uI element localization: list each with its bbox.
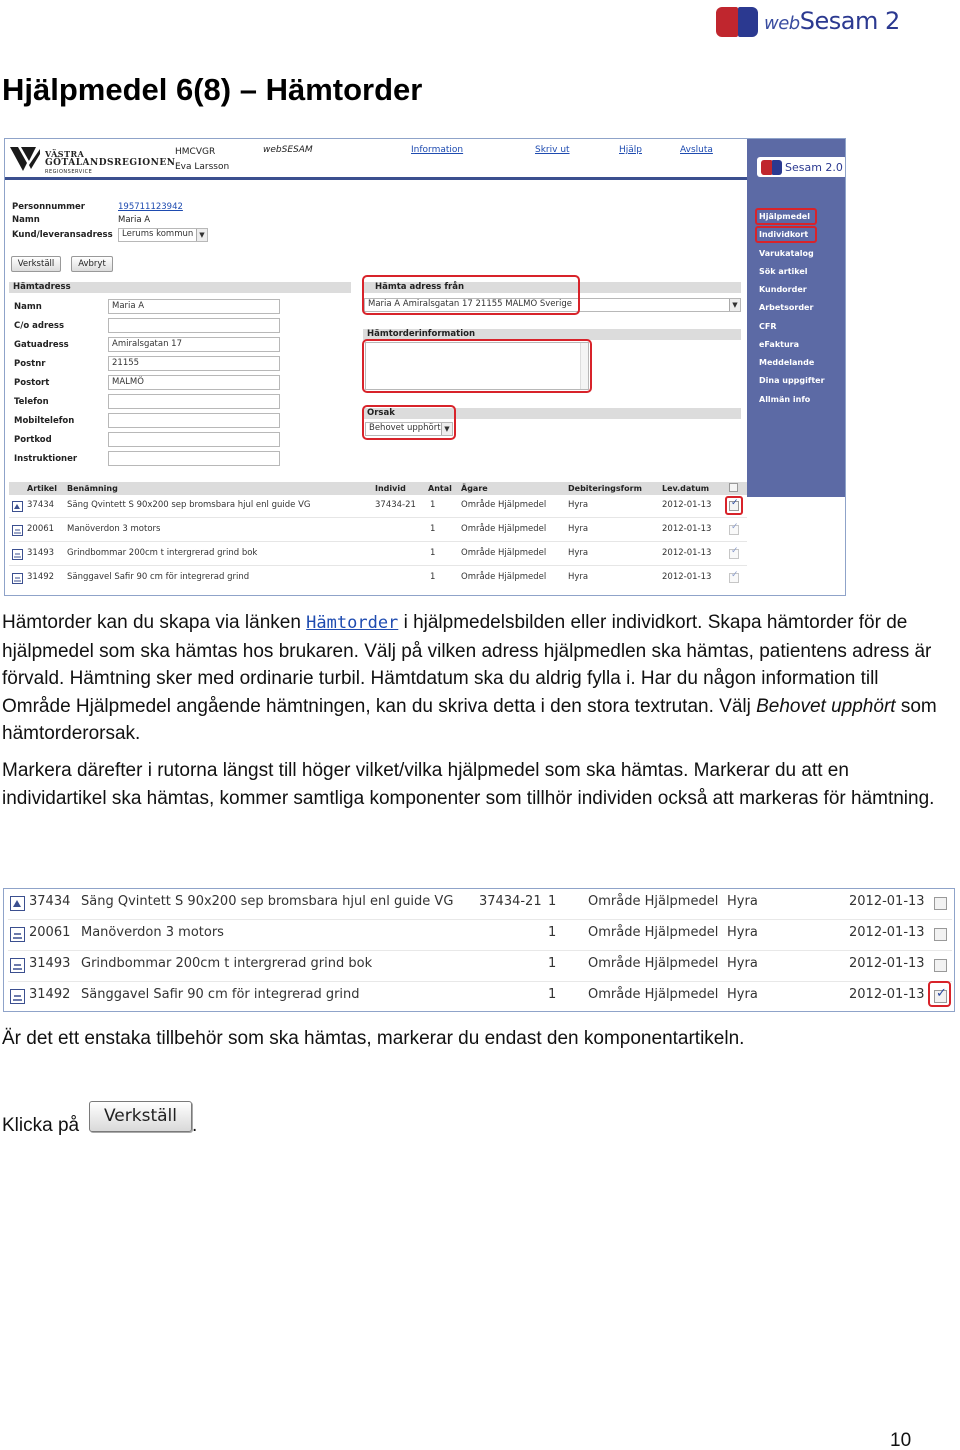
side-item-meddelande[interactable]: Meddelande [759,358,815,367]
side-item-varukatalog[interactable]: Varukatalog [759,249,814,258]
highlight-hamtorderinfo [362,339,592,393]
row3-datum: 2012-01-13 [662,548,712,558]
label-mobiltelefon: Mobiltelefon [14,416,75,426]
row-divider [8,950,952,951]
nav-link-help[interactable]: Hjälp [619,145,642,155]
row1-debit: Hyra [568,500,589,510]
kund-select[interactable] [118,228,208,242]
enlarged-table-screenshot [3,888,955,1012]
section-hamtorderinfo: Hämtorderinformation [363,329,741,340]
vgr-logo [9,143,176,177]
big-row4-agare: Område Hjälpmedel [588,987,719,1002]
avbryt-button[interactable]: Avbryt [71,256,113,272]
vgr-logo-icon [9,145,41,173]
big-row2-benamning: Manöverdon 3 motors [81,925,224,940]
row2-debit: Hyra [568,524,589,534]
row-divider [9,541,747,542]
highlight-hamta-fran [362,275,580,315]
big-row1-individ: 37434-21 [479,894,542,909]
nav-link-print[interactable]: Skriv ut [535,145,570,155]
side-item-cfr[interactable]: CFR [759,322,777,331]
col-artikel: Artikel [27,484,57,493]
row4-antal: 1 [430,572,436,582]
big-row2-datum: 2012-01-13 [849,925,925,940]
row1-antal: 1 [430,500,436,510]
page-number: 10 [890,1430,912,1450]
klicka-text: Klicka på [2,1115,80,1136]
big-row1-benamning: Säng Qvintett S 90x200 sep bromsbara hjul enl guide VG [81,894,454,909]
component-icon [10,927,25,942]
gatuadress-input[interactable]: Amiralsgatan 17 [108,337,280,352]
row2-antal: 1 [430,524,436,534]
sesam-logo-icon [716,5,760,37]
component-icon [10,989,25,1004]
big-row1-checkbox[interactable] [934,897,947,910]
row3-benamning: Grindbommar 200cm t intergrerad grind bok [67,548,258,558]
app-header [5,139,747,179]
big-row1-artikel[interactable]: 37434 [29,894,71,909]
side-item-kundorder[interactable]: Kundorder [759,285,807,294]
big-row1-datum: 2012-01-13 [849,894,925,909]
side-logo-text: Sesam 2.0 [785,160,843,174]
big-row4-antal: 1 [548,987,557,1002]
hamta-fran-value: Maria A Amiralsgatan 17 21155 MALMO Sverige [368,299,573,309]
label-co-adress: C/o adress [14,321,65,331]
page-title: Hjälpmedel 6(8) – Hämtorder [2,72,423,107]
side-item-efaktura[interactable]: eFaktura [759,340,800,349]
para1-text-1: Hämtorder kan du skapa via länken [2,612,307,633]
para1-emphasis: Behovet upphört [756,695,896,717]
big-row2-agare: Område Hjälpmedel [588,925,719,940]
big-row3-antal: 1 [548,956,557,971]
addr-namn-input[interactable]: Maria A [108,299,280,314]
col-individ: Individ [375,484,406,493]
verkstall-button[interactable]: Verkställ [11,256,61,272]
telefon-input[interactable] [108,394,280,409]
org-line-2: GÖTALANDSREGIONEN [45,158,176,168]
row2-checkbox[interactable] [729,525,739,535]
side-item-allman-info[interactable]: Allmän info [759,395,811,404]
orsak-value: Behovet upphört [369,423,441,433]
big-row3-benamning: Grindbommar 200cm t intergrerad grind bok [81,956,373,971]
nav-link-logout[interactable]: Avsluta [680,145,713,155]
big-row4-debit: Hyra [727,987,758,1002]
highlight-individkort [755,226,817,243]
postnr-input[interactable]: 21155 [108,356,280,371]
nav-link-information[interactable]: Information [411,145,464,155]
user-info [175,145,229,175]
big-row1-antal: 1 [548,894,557,909]
row-divider [9,565,747,566]
big-row3-datum: 2012-01-13 [849,956,925,971]
side-item-arbetsorder[interactable]: Arbetsorder [759,303,814,312]
label-telefon: Telefon [14,397,49,407]
component-icon [10,958,25,973]
row1-datum: 2012-01-13 [662,500,712,510]
row3-artikel[interactable]: 31493 [27,548,55,558]
big-row4-benamning: Sänggavel Safir 90 cm för integrerad grind [81,987,360,1002]
col-agare: Ägare [461,484,488,493]
big-row2-antal: 1 [548,925,557,940]
row3-agare: Område Hjälpmedel [461,548,547,558]
side-menu [747,139,846,497]
user-name: Eva Larsson [175,162,230,172]
individ-icon [12,501,23,512]
row4-agare: Område Hjälpmedel [461,572,547,582]
side-item-hjalpmedel[interactable]: Hjälpmedel [759,212,810,221]
row1-agare: Område Hjälpmedel [461,500,547,510]
label-instruktioner: Instruktioner [14,454,78,464]
big-row3-checkbox[interactable] [934,959,947,972]
component-icon [12,549,23,560]
side-item-dina-uppgifter[interactable]: Dina uppgifter [759,376,825,385]
row4-debit: Hyra [568,572,589,582]
big-row3-artikel[interactable]: 31493 [29,956,71,971]
big-row1-debit: Hyra [727,894,758,909]
big-row3-debit: Hyra [727,956,758,971]
side-item-sok-artikel[interactable]: Sök artikel [759,267,808,276]
row-divider [9,517,747,518]
label-postnr: Postnr [14,359,46,369]
side-item-individkort[interactable]: Individkort [759,230,809,239]
label-postort: Postort [14,378,50,388]
highlight-row1-checkbox [725,496,743,515]
chevron-down-icon: ▼ [441,423,452,436]
brand-text [764,7,900,35]
highlight-big-row4-checkbox [928,981,951,1007]
row2-agare: Område Hjälpmedel [461,524,547,534]
row1-individ: 37434-21 [375,500,416,510]
header-divider [5,177,747,180]
brand-prefix: web [764,13,800,34]
sesam-side-logo [757,157,846,177]
namn-value: Maria A [118,215,151,225]
mobiltelefon-input[interactable] [108,413,280,428]
section-hamtadress: Hämtadress [9,282,351,293]
section-hamta-fran: Hämta adress från [363,282,741,293]
app-name: webSESAM [263,145,313,155]
brand-name: Sesam 2 [799,7,900,35]
kund-select-value: Lerums kommun [122,229,194,239]
row3-antal: 1 [430,548,436,558]
row4-benamning: Sänggavel Safir 90 cm för integrerad grind [67,572,250,582]
chevron-down-icon: ▼ [196,229,207,242]
select-all-checkbox[interactable] [729,483,738,492]
websesam-screenshot [4,138,846,596]
highlight-hjalpmedel [755,208,817,225]
label-portkod: Portkod [14,435,52,445]
row3-debit: Hyra [568,548,589,558]
individ-icon [10,896,25,911]
row3-checkbox[interactable] [729,549,739,559]
sesam-logo-icon [761,160,783,175]
row-divider [8,919,952,920]
row1-artikel[interactable]: 37434 [27,500,55,510]
co-adress-input[interactable] [108,318,280,333]
component-icon [12,525,23,536]
component-icon [12,573,23,584]
row4-datum: 2012-01-13 [662,572,712,582]
portkod-input[interactable] [108,432,280,447]
klicka-period: . [192,1115,198,1136]
big-row1-agare: Område Hjälpmedel [588,894,719,909]
postort-input[interactable]: MALMÖ [108,375,280,390]
col-benamning: Benämning [67,484,118,493]
row1-benamning: Säng Qvintett S 90x200 sep bromsbara hjul enl guide VG [67,500,311,510]
row4-artikel[interactable]: 31492 [27,572,55,582]
label-namn: Namn [12,215,40,225]
para1-text-2: i hjälpmedelsbilden eller individkort. Skapa hämtorder för de hjälpmedel som ska hämtas hos brukaren. Välj på vilken adress hjälpmedlen ska hämtas, patientens adress är förvald. Hämtning sker med ordinarie turbil. Hämtdatum ska du aldrig fylla i. Har du någon information till Område Hjälpmedel angående hämtningen, kan du skriva detta i den stora textrutan. Välj [2,612,932,717]
websesam-logo [716,4,900,38]
big-row4-artikel[interactable]: 31492 [29,987,71,1002]
label-kund: Kund/leveransadress [12,230,113,240]
row4-checkbox[interactable] [729,573,739,583]
section-orsak: Orsak [363,408,741,419]
big-row2-artikel[interactable]: 20061 [29,925,71,940]
big-row2-checkbox[interactable] [934,928,947,941]
para1-text-3: som hämtorderorsak. [2,695,937,744]
big-row4-datum: 2012-01-13 [849,987,925,1002]
hamtorder-link[interactable]: Hämtorder [306,613,399,633]
org-line-1: VÄSTRA [45,149,85,159]
paragraph-tillbehor: Är det ett enstaka tillbehör som ska hämtas, markerar du endast den komponentartikeln. [2,1028,745,1049]
paragraph-intro [2,609,952,748]
row2-artikel[interactable]: 20061 [27,524,55,534]
user-code: HMCVGR [175,147,216,157]
highlight-orsak [362,405,456,440]
col-debiteringsform: Debiteringsform [568,484,642,493]
row2-benamning: Manöverdon 3 motors [67,524,161,534]
org-line-3: REGIONSERVICE [45,169,93,175]
col-levdatum: Lev.datum [662,484,710,493]
row2-datum: 2012-01-13 [662,524,712,534]
big-row2-debit: Hyra [727,925,758,940]
row-divider [8,981,952,982]
chevron-down-icon: ▼ [729,299,740,312]
personnummer-link[interactable]: 195711123942 [118,202,183,212]
label-addr-namn: Namn [14,302,42,312]
label-personnummer: Personnummer [12,202,85,212]
col-antal: Antal [428,484,452,493]
big-row3-agare: Område Hjälpmedel [588,956,719,971]
paragraph-markera: Markera därefter i rutorna längst till höger vilket/vilka hjälpmedel som ska hämtas. Markerar du att en individartikel ska hämtas, kommer samtliga komponenter som tillhör individen också att markeras för hämtning. [2,760,935,809]
label-gatuadress: Gatuadress [14,340,69,350]
verkstall-button-large[interactable]: Verkställ [89,1101,192,1132]
instruktioner-input[interactable] [108,451,280,466]
